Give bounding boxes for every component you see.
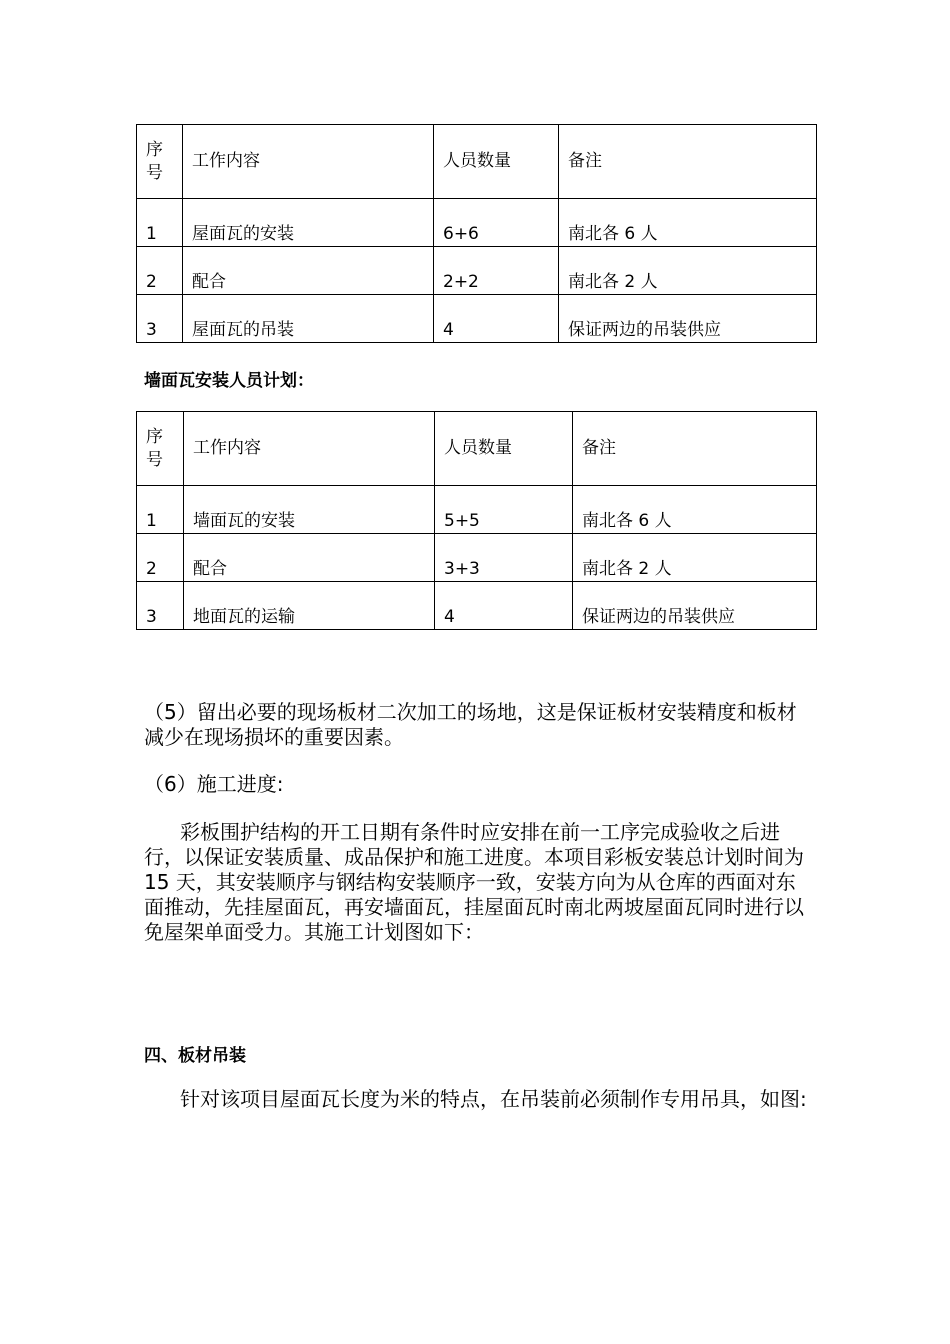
cell-work: 屋面瓦的安装 (183, 199, 434, 247)
header-work: 工作内容 (184, 412, 435, 486)
cell-work: 墙面瓦的安装 (184, 486, 435, 534)
cell-work: 配合 (183, 247, 434, 295)
header-work: 工作内容 (183, 125, 434, 199)
cell-note: 南北各 6 人 (559, 199, 817, 247)
header-seq: 序号 (137, 412, 184, 486)
cell-note: 保证两边的吊装供应 (573, 582, 817, 630)
cell-count: 6+6 (434, 199, 559, 247)
paragraph-6-title: （6）施工进度: (144, 772, 284, 796)
cell-count: 4 (434, 295, 559, 343)
table-row (137, 199, 817, 247)
table-row (137, 582, 817, 630)
table-row (137, 534, 817, 582)
table-row (137, 295, 817, 343)
cell-count: 4 (435, 582, 573, 630)
wall-staffing-title: 墙面瓦安装人员计划： (144, 371, 314, 391)
header-seq: 序号 (137, 125, 183, 199)
cell-seq: 3 (137, 295, 183, 343)
cell-seq: 3 (137, 582, 184, 630)
cell-count: 2+2 (434, 247, 559, 295)
wall-staffing-table (136, 411, 817, 630)
cell-note: 南北各 6 人 (573, 486, 817, 534)
cell-count: 5+5 (435, 486, 573, 534)
cell-work: 地面瓦的运输 (184, 582, 435, 630)
cell-note: 保证两边的吊装供应 (559, 295, 817, 343)
paragraph-5: （5）留出必要的现场板材二次加工的场地，这是保证板材安装精度和板材减少在现场损坏的重要因素。 (144, 700, 797, 749)
cell-seq: 1 (137, 199, 183, 247)
header-note: 备注 (559, 125, 817, 199)
cell-note: 南北各 2 人 (573, 534, 817, 582)
cell-seq: 1 (137, 486, 184, 534)
cell-work: 配合 (184, 534, 435, 582)
section-4-title: 四、板材吊装 (144, 1046, 246, 1066)
cell-seq: 2 (137, 534, 184, 582)
paragraph-6-body: 彩板围护结构的开工日期有条件时应安排在前一工序完成验收之后进行，以保证安装质量、成品保护和施工进度。本项目彩板安装总计划时间为 15 天，其安装顺序与钢结构安装顺序一致，安装方向为从仓库的西面对东面推动，先挂屋面瓦，再安墙面瓦，挂屋面瓦时南北两坡屋面瓦同时进行以免屋架单面受力。其施工计划图如下： (144, 820, 804, 944)
header-count: 人员数量 (434, 125, 559, 199)
table-row (137, 247, 817, 295)
cell-seq: 2 (137, 247, 183, 295)
cell-work: 屋面瓦的吊装 (183, 295, 434, 343)
table-header-row (137, 125, 817, 199)
section-4-body: 针对该项目屋面瓦长度为米的特点，在吊装前必须制作专用吊具，如图: (180, 1087, 807, 1111)
cell-count: 3+3 (435, 534, 573, 582)
table-row (137, 486, 817, 534)
roof-staffing-table (136, 124, 817, 343)
header-note: 备注 (573, 412, 817, 486)
header-count: 人员数量 (435, 412, 573, 486)
cell-note: 南北各 2 人 (559, 247, 817, 295)
table-header-row (137, 412, 817, 486)
